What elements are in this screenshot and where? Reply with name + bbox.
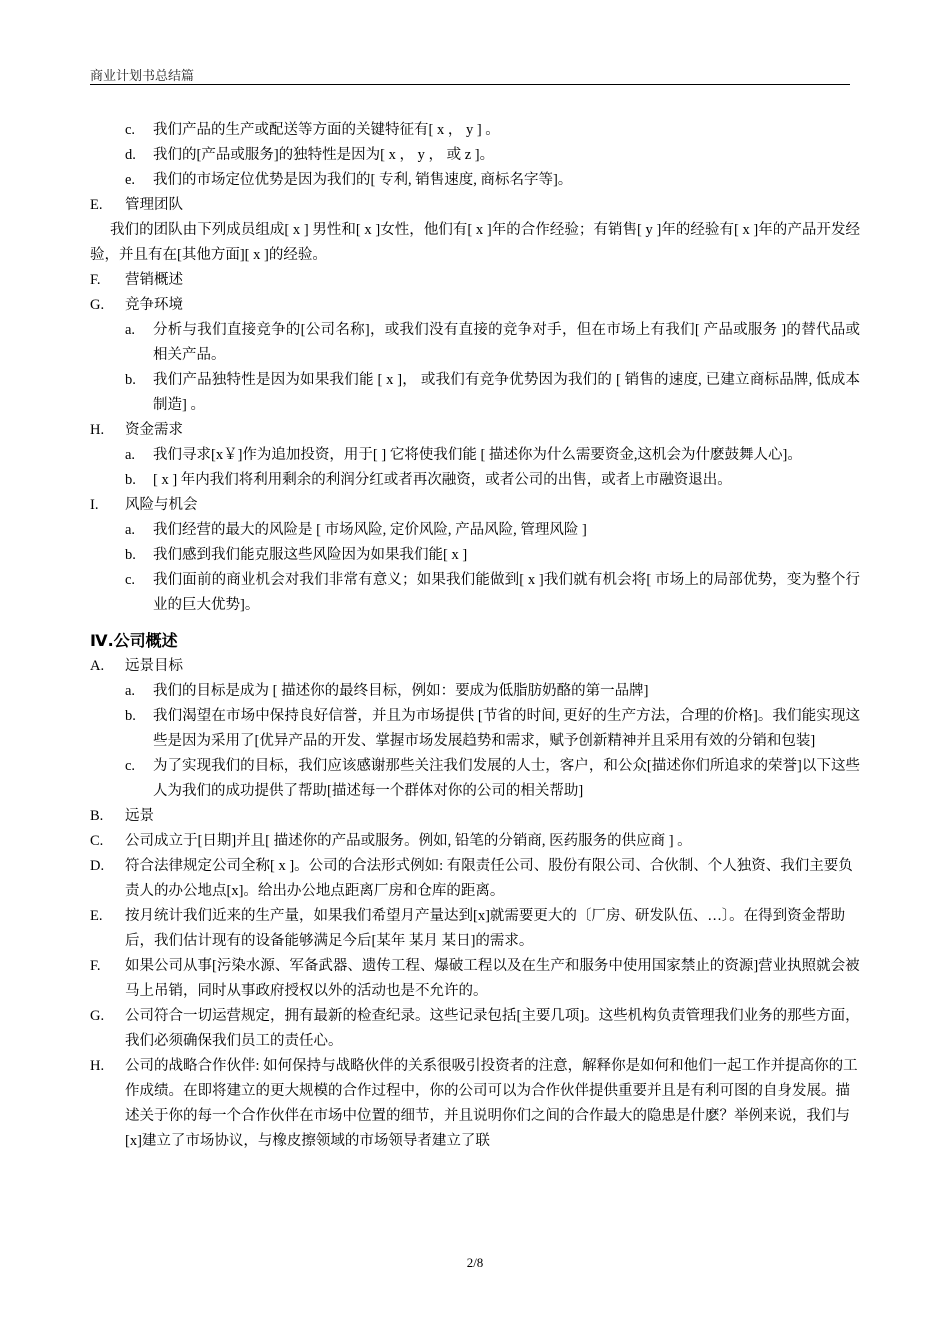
list-item <box>90 754 860 804</box>
item-text: 公司成立于[日期]并且[ 描述你的产品或服务。例如, 铅笔的分销商, 医药服务的供应商 ] 。 <box>125 833 692 849</box>
list-item <box>90 443 860 468</box>
item-label: B. <box>90 808 104 824</box>
document-body <box>90 118 860 1154</box>
item-label: E. <box>90 908 103 924</box>
item-label: e. <box>125 172 136 188</box>
item-text: 资金需求 <box>125 422 183 438</box>
item-text: 远景 <box>125 808 154 824</box>
list-item <box>90 804 860 829</box>
item-label: F. <box>90 958 101 974</box>
item-text: 如果公司从事[污染水源、军备武器、遗传工程、爆破工程以及在生产和服务中使用国家禁止的资源]营业执照就会被马上吊销，同时从事政府授权以外的活动也是不允许的。 <box>125 958 860 999</box>
list-item <box>90 829 860 854</box>
list-item <box>90 143 860 168</box>
section-heading-I <box>90 493 860 518</box>
item-text: 我们的市场定位优势是因为我们的[ 专利, 销售速度, 商标名字等]。 <box>153 172 573 188</box>
list-item <box>90 679 860 704</box>
list-item <box>90 704 860 754</box>
item-label: E. <box>90 197 103 213</box>
header-title: 商业计划书总结篇 <box>90 68 195 83</box>
item-label: c. <box>125 758 136 774</box>
item-label: a. <box>125 447 136 463</box>
list-item <box>90 468 860 493</box>
list-item <box>90 518 860 543</box>
item-text: 我们感到我们能克服这些风险因为如果我们能[ x ] <box>153 547 468 563</box>
item-label: H. <box>90 1058 105 1074</box>
item-text: 管理团队 <box>125 197 183 213</box>
list-item <box>90 543 860 568</box>
item-label: A. <box>90 658 105 674</box>
item-label: a. <box>125 322 136 338</box>
list-item <box>90 368 860 418</box>
item-text: 符合法律规定公司全称[ x ]。公司的合法形式例如: 有限责任公司、股份有限公司、合伙制、个人独资、我们主要负责人的办公地点[x]。给出办公地点距离厂房和仓库的距离。 <box>125 858 853 899</box>
item-label: H. <box>90 422 105 438</box>
list-item <box>90 568 860 618</box>
item-text: 我们经营的最大的风险是 [ 市场风险, 定价风险, 产品风险, 管理风险 ] <box>153 522 587 538</box>
item-label: b. <box>125 372 136 388</box>
item-label: c. <box>125 572 136 588</box>
section-heading-H <box>90 418 860 443</box>
item-text: 我们的[产品或服务]的独特性是因为[ x ， y ， 或 z ]。 <box>153 147 495 163</box>
item-label: b. <box>125 472 136 488</box>
list-item <box>90 954 860 1004</box>
section-heading-E <box>90 193 860 218</box>
list-item <box>90 168 860 193</box>
section-title: Ⅳ.公司概述 <box>90 631 178 650</box>
item-label: c. <box>125 122 136 138</box>
item-text: 按月统计我们近来的生产量，如果我们希望月产量达到[x]就需要更大的〔厂房、研发队伍、…〕。在得到资金帮助后，我们估计现有的设备能够满足今后[某年 某月 某日]的需求。 <box>125 908 846 949</box>
item-text: 为了实现我们的目标，我们应该感谢那些关注我们发展的人士，客户，和公众[描述你们所追求的荣誉]以下这些人为我们的成功提供了帮助[描述每一个群体对你的公司的相关帮助] <box>153 758 860 799</box>
item-label: b. <box>125 708 136 724</box>
item-text: 我们的目标是成为 [ 描述你的最终目标，例如：要成为低脂肪奶酪的第一品牌] <box>153 683 649 699</box>
item-text: 分析与我们直接竞争的[公司名称]，或我们没有直接的竞争对手，但在市场上有我们[ 产品或服务 ]的替代品或相关产品。 <box>153 322 860 363</box>
section-heading-G <box>90 293 860 318</box>
item-text: 竞争环境 <box>125 297 183 313</box>
item-text: 公司符合一切运营规定，拥有最新的检查纪录。这些记录包括[主要几项]。这些机构负责管理我们业务的那些方面，我们必须确保我们员工的责任心。 <box>125 1008 860 1049</box>
page-number: 2/8 <box>466 1255 484 1270</box>
section-heading-A <box>90 654 860 679</box>
item-text: 营销概述 <box>125 272 183 288</box>
item-text: 我们渴望在市场中保持良好信誉，并且为市场提供 [节省的时间, 更好的生产方法，合理的价格]。我们能实现这些是因为采用了[优异产品的开发、掌握市场发展趋势和需求，赋予创新精神并且采用有效的分销和包装] <box>153 708 860 749</box>
list-item <box>90 854 860 904</box>
item-label: D. <box>90 858 105 874</box>
management-team-paragraph: 我们的团队由下列成员组成[ x ] 男性和[ x ]女性，他们有[ x ]年的合作经验；有销售[ y ]年的经验有[ x ]年的产品开发经验，并且有在[其他方面][ x ]的经验。 <box>90 222 860 263</box>
item-text: 远景目标 <box>125 658 183 674</box>
list-item <box>90 1004 860 1054</box>
list-item <box>90 1054 860 1154</box>
list-item <box>90 118 860 143</box>
section-heading-F <box>90 268 860 293</box>
item-label: C. <box>90 833 104 849</box>
item-label: F. <box>90 272 101 288</box>
item-text: 我们寻求[x￥]作为追加投资，用于[ ] 它将使我们能 [ 描述你为什么需要资金,这机会为什麽鼓舞人心]。 <box>153 447 802 463</box>
list-item <box>90 318 860 368</box>
item-label: G. <box>90 297 105 313</box>
item-label: b. <box>125 547 136 563</box>
item-text: [ x ] 年内我们将利用剩余的利润分红或者再次融资，或者公司的出售，或者上市融资退出。 <box>153 472 732 488</box>
item-text: 我们产品的生产或配送等方面的关键特征有[ x ， y ] 。 <box>153 122 500 138</box>
item-label: I. <box>90 497 99 513</box>
item-text: 风险与机会 <box>125 497 198 513</box>
item-text: 我们产品独特性是因为如果我们能 [ x ]， 或我们有竞争优势因为我们的 [ 销售的速度, 已建立商标品牌, 低成本制造] 。 <box>153 372 860 413</box>
page-header <box>90 62 850 85</box>
list-item <box>90 904 860 954</box>
item-label: G. <box>90 1008 105 1024</box>
item-text: 我们面前的商业机会对我们非常有意义；如果我们能做到[ x ]我们就有机会将[ 市场上的局部优势，变为整个行业的巨大优势]。 <box>153 572 860 613</box>
item-label: a. <box>125 683 136 699</box>
item-label: a. <box>125 522 136 538</box>
item-text: 公司的战略合作伙伴: 如何保持与战略伙伴的关系很吸引投资者的注意，解释你是如何和他们一起工作并提高你的工作成绩。在即将建立的更大规模的合作过程中，你的公司可以为合作伙伴提供重要并且是有利可图的自身发展。描述关于你的每一个合作伙伴在市场中位置的细节，并且说明你们之间的合作最大的隐患是什麽？举例来说，我们与[x]建立了市场协议，与橡皮擦领域的市场领导者建立了联 <box>125 1058 858 1149</box>
item-label: d. <box>125 147 136 163</box>
